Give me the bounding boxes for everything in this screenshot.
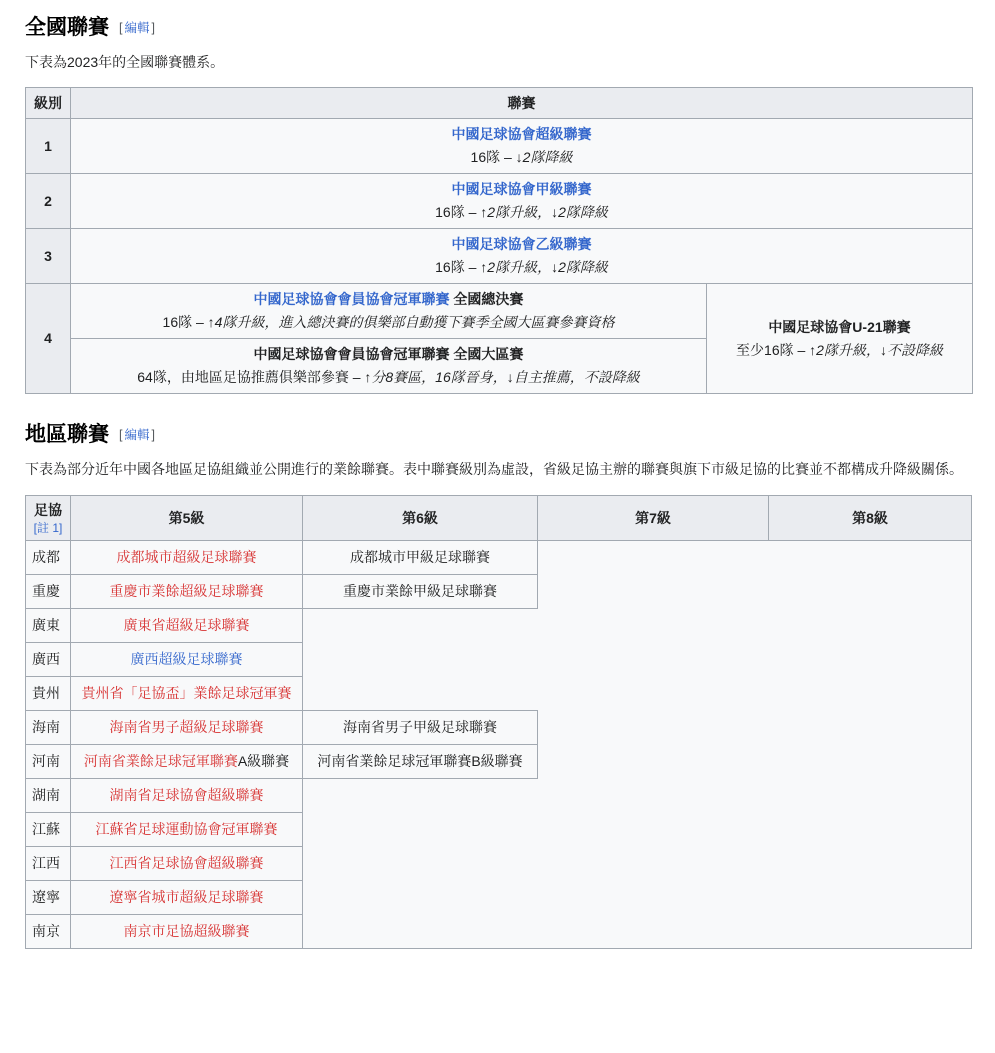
league-link[interactable]: 中國足球協會甲級聯賽	[451, 181, 592, 198]
note-italic: ↑2隊升級，↓2隊降級	[480, 204, 608, 221]
league-cell-finals	[71, 284, 707, 339]
edit-bracket-open: [	[119, 21, 123, 35]
col-header-level8: 第8級	[769, 495, 972, 540]
edit-bracket-close: ]	[151, 21, 155, 35]
league-cell	[71, 174, 973, 229]
table-row	[26, 744, 972, 778]
col-header-level6: 第6級	[303, 495, 538, 540]
fa-cell: 南京	[26, 914, 71, 948]
league-cell	[71, 880, 303, 914]
league-title-suffix: 全國總決賽	[449, 291, 524, 308]
league-cell	[303, 574, 538, 608]
table-row	[26, 676, 972, 710]
col-header-fa	[26, 495, 71, 540]
edit-link[interactable]: 編輯	[124, 428, 150, 443]
fa-cell: 湖南	[26, 778, 71, 812]
level-cell: 4	[26, 284, 71, 394]
col-header-level5: 第5級	[71, 495, 303, 540]
note-italic: ↓2隊降級	[515, 149, 573, 166]
fa-header-label: 足協	[34, 501, 62, 518]
fa-cell: 廣西	[26, 642, 71, 676]
league-note	[77, 201, 966, 224]
league-link[interactable]: 中國足球協會超級聯賽	[451, 126, 592, 143]
league-link[interactable]: 江蘇省足球運動協會冠軍聯賽	[95, 820, 278, 837]
league-cell-regional-stage	[71, 339, 707, 394]
league-link[interactable]: 廣東省超級足球聯賽	[123, 616, 250, 633]
league-cell	[303, 710, 538, 744]
note-plain: 16隊 –	[435, 259, 481, 276]
table-row	[26, 914, 972, 948]
level-cell: 1	[26, 119, 71, 174]
league-text: 成都城市甲級足球聯賽	[350, 548, 490, 565]
note-plain: 16隊 –	[470, 149, 516, 166]
level-cell: 3	[26, 229, 71, 284]
league-link[interactable]: 貴州省「足協盃」業餘足球冠軍賽	[81, 684, 292, 701]
fa-cell: 貴州	[26, 676, 71, 710]
fa-cell: 成都	[26, 540, 71, 574]
table-row	[26, 642, 972, 676]
league-cell	[71, 676, 303, 710]
league-title: 中國足球協會會員協會冠軍聯賽 全國大區賽	[253, 346, 524, 363]
footnote-link[interactable]: [註 1]	[33, 520, 63, 535]
edit-section	[119, 428, 155, 442]
section-heading-regional	[25, 421, 971, 448]
league-link[interactable]: 河南省業餘足球冠軍聯賽	[83, 752, 238, 769]
league-note	[77, 256, 966, 279]
national-league-table	[25, 87, 973, 394]
league-link[interactable]: 中國足球協會乙級聯賽	[451, 236, 592, 253]
fa-cell: 河南	[26, 744, 71, 778]
league-link[interactable]: 重慶市業餘超級足球聯賽	[109, 582, 264, 599]
league-cell	[71, 846, 303, 880]
league-link[interactable]: 廣西超級足球聯賽	[130, 650, 243, 667]
col-header-league: 聯賽	[71, 87, 973, 118]
note-plain: 64隊，由地區足協推薦俱樂部參賽 –	[137, 369, 365, 386]
note-italic: ↑2隊升級，↓不設降級	[809, 341, 943, 358]
league-cell-u21	[707, 284, 973, 394]
edit-bracket-close: ]	[151, 428, 155, 443]
league-cell	[71, 574, 303, 608]
league-cell	[71, 914, 303, 948]
league-text: 重慶市業餘甲級足球聯賽	[343, 582, 497, 599]
table-row	[26, 710, 972, 744]
league-link[interactable]: 南京市足協超級聯賽	[123, 922, 250, 939]
league-cell	[71, 540, 303, 574]
league-link[interactable]: 江西省足球協會超級聯賽	[109, 854, 264, 871]
league-cell	[71, 642, 303, 676]
table-row	[26, 174, 973, 229]
fa-cell: 江西	[26, 846, 71, 880]
fa-cell: 遼寧	[26, 880, 71, 914]
league-cell	[71, 744, 303, 778]
league-text: 海南省男子甲級足球聯賽	[343, 718, 497, 735]
table-header-row	[26, 87, 973, 118]
league-cell	[71, 119, 973, 174]
league-text: 河南省業餘足球冠軍聯賽B級聯賽	[317, 752, 523, 769]
col-header-level: 級別	[26, 87, 71, 118]
note-plain: 至少16隊 –	[736, 341, 810, 358]
table-row	[26, 608, 972, 642]
league-cell	[303, 744, 538, 778]
league-cell	[71, 608, 303, 642]
section-heading-national	[25, 14, 971, 41]
league-link[interactable]: 中國足球協會會員協會冠軍聯賽	[253, 291, 450, 308]
league-link[interactable]: 遼寧省城市超級足球聯賽	[109, 888, 264, 905]
table-row	[26, 540, 972, 574]
league-cell	[71, 710, 303, 744]
league-cell	[71, 778, 303, 812]
note-italic: ↑2隊升級，↓2隊降級	[480, 259, 608, 276]
edit-section	[119, 21, 155, 35]
fa-cell: 江蘇	[26, 812, 71, 846]
league-note	[713, 339, 966, 362]
fa-cell: 重慶	[26, 574, 71, 608]
edit-link[interactable]: 編輯	[124, 21, 150, 35]
league-link[interactable]: 成都城市超級足球聯賽	[116, 548, 257, 565]
level-cell: 2	[26, 174, 71, 229]
table-row	[26, 574, 972, 608]
league-link[interactable]: 海南省男子超級足球聯賽	[109, 718, 264, 735]
note-plain: 16隊 –	[162, 314, 208, 331]
table-row	[26, 880, 972, 914]
table-row	[26, 229, 973, 284]
league-text: A級聯賽	[237, 752, 290, 769]
league-note	[77, 366, 700, 389]
table-row	[26, 778, 972, 812]
note-italic: ↑4隊升級，進入總決賽的俱樂部自動獲下賽季全國大區賽參賽資格	[207, 314, 615, 331]
league-note	[77, 146, 966, 169]
league-cell	[71, 812, 303, 846]
regional-league-table	[25, 495, 972, 949]
edit-bracket-open: [	[119, 428, 123, 443]
note-italic: ↑分8賽區，16隊晉身，↓自主推薦，不設降級	[364, 369, 640, 386]
fa-cell: 海南	[26, 710, 71, 744]
col-header-level7: 第7級	[538, 495, 769, 540]
section-title-regional: 地區聯賽	[25, 423, 109, 447]
league-cell	[71, 229, 973, 284]
table-header-row	[26, 495, 972, 540]
league-title: 中國足球協會U-21聯賽	[768, 318, 911, 335]
table-row	[26, 812, 972, 846]
intro-paragraph-national: 下表為2023年的全國聯賽體系。	[25, 54, 225, 71]
table-row	[26, 119, 973, 174]
table-row	[26, 284, 973, 339]
section-title-national: 全國聯賽	[25, 16, 109, 39]
intro-paragraph-regional: 下表為部分近年中國各地區足協組織並公開進行的業餘聯賽。表中聯賽級別為虛設，省級足協主辦的聯賽與旗下市級足協的比賽並不都構成升降級關係。	[25, 461, 963, 478]
league-link[interactable]: 湖南省足球協會超級聯賽	[109, 786, 264, 803]
league-note	[77, 311, 700, 334]
league-cell	[303, 540, 538, 574]
table-row	[26, 846, 972, 880]
fa-cell: 廣東	[26, 608, 71, 642]
note-plain: 16隊 –	[435, 204, 481, 221]
